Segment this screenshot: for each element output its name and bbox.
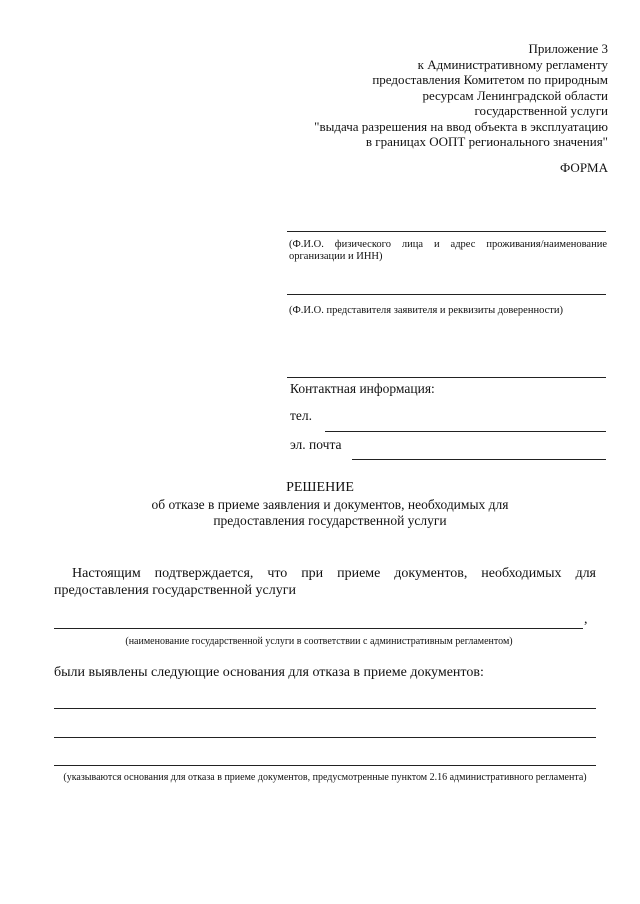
annex-line: "выдача разрешения на ввод объекта в эксплуатацию (314, 118, 608, 134)
intro-line-2: предоставления государственной услуги (54, 583, 296, 598)
intro-line-1: Настоящим подтверждается, что при приеме документов, необходимых для (72, 566, 596, 581)
representative-caption: (Ф.И.О. представителя заявителя и реквизиты доверенности) (289, 305, 563, 316)
service-caption: (наименование государственной услуги в соответствии с административным регламентом) (125, 636, 513, 647)
phone-field[interactable] (325, 431, 606, 432)
annex-line: предоставления Комитетом по природным (372, 72, 608, 87)
form-label: ФОРМА (560, 160, 608, 175)
annex-line: Приложение 3 (528, 41, 608, 56)
applicant-name-line[interactable] (287, 231, 606, 232)
grounds-line-3[interactable] (54, 765, 596, 766)
comma: , (584, 612, 588, 627)
grounds-caption: (указываются основания для отказа в приеме документов, предусмотренные пунктом 2.16 административного регламента) (63, 772, 587, 783)
annex-header (314, 41, 608, 150)
grounds-line-1[interactable] (54, 708, 596, 709)
annex-line: к Административному регламенту (417, 56, 608, 72)
decision-title: РЕШЕНИЕ (286, 480, 354, 495)
annex-line: государственной услуги (474, 103, 608, 118)
email-label: эл. почта (290, 437, 342, 452)
contact-label: Контактная информация: (290, 381, 435, 396)
representative-line[interactable] (287, 294, 606, 295)
service-name-line[interactable] (54, 628, 583, 629)
decision-subtitle: об отказе в приеме заявления и документов, необходимых для предоставления государственной услуги (151, 497, 509, 528)
representative-line-2[interactable] (287, 377, 606, 378)
email-field[interactable] (352, 459, 606, 460)
applicant-caption: (Ф.И.О. физического лица и адрес проживания/наименование организации и ИНН) (289, 239, 607, 262)
annex-line: в границах ООПТ регионального значения" (365, 134, 608, 149)
grounds-text: были выявлены следующие основания для отказа в приеме документов: (54, 665, 484, 680)
grounds-line-2[interactable] (54, 737, 596, 738)
annex-line: ресурсам Ленинградской области (422, 87, 608, 103)
phone-label: тел. (290, 408, 313, 423)
